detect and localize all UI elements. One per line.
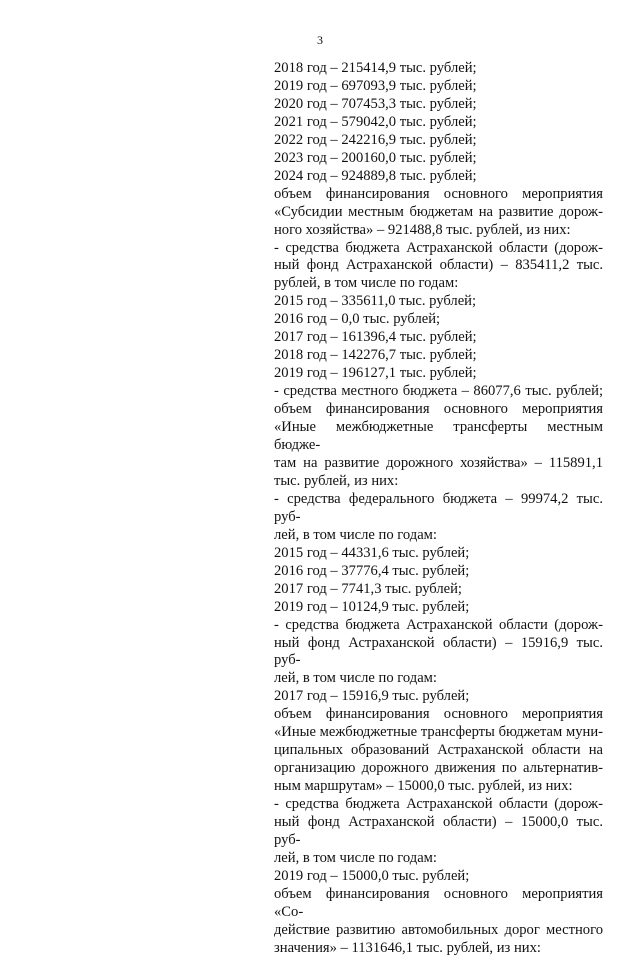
text-line: там на развитие дорожного хозяйства» – 115891,1 bbox=[274, 454, 603, 471]
text-line: 2017 год – 7741,3 тыс. рублей; bbox=[274, 580, 462, 597]
text-line: 2019 год – 15000,0 тыс. рублей; bbox=[274, 867, 470, 884]
text-line: 2019 год – 10124,9 тыс. рублей; bbox=[274, 598, 470, 615]
text-line: 2017 год – 161396,4 тыс. рублей; bbox=[274, 329, 477, 346]
text-line: действие развитию автомобильных дорог местного bbox=[274, 921, 603, 938]
text-line: лей, в том числе по годам: bbox=[274, 670, 437, 687]
text-line: объем финансирования основного мероприятия bbox=[274, 185, 603, 202]
text-line: ный фонд Астраханской области) – 15916,9 тыс. руб- bbox=[274, 634, 603, 669]
text-line: «Субсидии местным бюджетам на развитие дорож- bbox=[274, 203, 603, 220]
text-line: - средства бюджета Астраханской области (дорож- bbox=[274, 796, 603, 813]
document-body bbox=[274, 60, 603, 958]
text-line: 2019 год – 196127,1 тыс. рублей; bbox=[274, 365, 477, 382]
text-line: ципальных образований Астраханской области на bbox=[274, 742, 603, 759]
text-line: лей, в том числе по годам: bbox=[274, 849, 437, 866]
text-line: 2024 год – 924889,8 тыс. рублей; bbox=[274, 167, 477, 184]
text-line: 2015 год – 44331,6 тыс. рублей; bbox=[274, 544, 470, 561]
text-line: - средства бюджета Астраханской области (дорож- bbox=[274, 239, 603, 256]
page-number: 3 bbox=[317, 33, 323, 47]
text-line: 2019 год – 697093,9 тыс. рублей; bbox=[274, 77, 477, 94]
text-line: «Иные межбюджетные трансферты местным бюдже- bbox=[274, 419, 603, 454]
text-line: «Иные межбюджетные трансферты бюджетам муни- bbox=[274, 724, 603, 741]
text-line: объем финансирования основного мероприятия «Со- bbox=[274, 885, 603, 920]
text-line: ный фонд Астраханской области) – 835411,2 тыс. bbox=[274, 257, 603, 274]
text-line: ным маршрутам» – 15000,0 тыс. рублей, из них: bbox=[274, 778, 573, 795]
text-line: 2022 год – 242216,9 тыс. рублей; bbox=[274, 131, 477, 148]
text-line: 2020 год – 707453,3 тыс. рублей; bbox=[274, 95, 477, 112]
text-line: ного хозяйства» – 921488,8 тыс. рублей, из них: bbox=[274, 221, 571, 238]
text-line: 2021 год – 579042,0 тыс. рублей; bbox=[274, 113, 477, 130]
text-line: 2023 год – 200160,0 тыс. рублей; bbox=[274, 149, 477, 166]
text-line: 2017 год – 15916,9 тыс. рублей; bbox=[274, 688, 470, 705]
text-line: - средства местного бюджета – 86077,6 тыс. рублей; bbox=[274, 383, 603, 400]
text-line: - средства федерального бюджета – 99974,2 тыс. руб- bbox=[274, 490, 603, 525]
text-line: 2015 год – 335611,0 тыс. рублей; bbox=[274, 293, 477, 310]
text-line: организацию дорожного движения по альтернатив- bbox=[274, 760, 603, 777]
text-line: объем финансирования основного мероприятия bbox=[274, 401, 603, 418]
text-line: ный фонд Астраханской области) – 15000,0 тыс. руб- bbox=[274, 814, 603, 848]
text-line: 2016 год – 37776,4 тыс. рублей; bbox=[274, 562, 470, 579]
text-line: тыс. рублей, из них: bbox=[274, 472, 399, 489]
text-line: рублей, в том числе по годам: bbox=[274, 275, 459, 292]
text-line: - средства бюджета Астраханской области (дорож- bbox=[274, 616, 603, 633]
text-line: 2018 год – 215414,9 тыс. рублей; bbox=[274, 60, 477, 76]
text-line: 2016 год – 0,0 тыс. рублей; bbox=[274, 311, 441, 328]
text-line: объем финансирования основного мероприятия bbox=[274, 706, 603, 723]
text-line: значения» – 1131646,1 тыс. рублей, из них: bbox=[274, 939, 541, 956]
text-line: лей, в том числе по годам: bbox=[274, 526, 437, 543]
text-line: 2018 год – 142276,7 тыс. рублей; bbox=[274, 347, 477, 364]
